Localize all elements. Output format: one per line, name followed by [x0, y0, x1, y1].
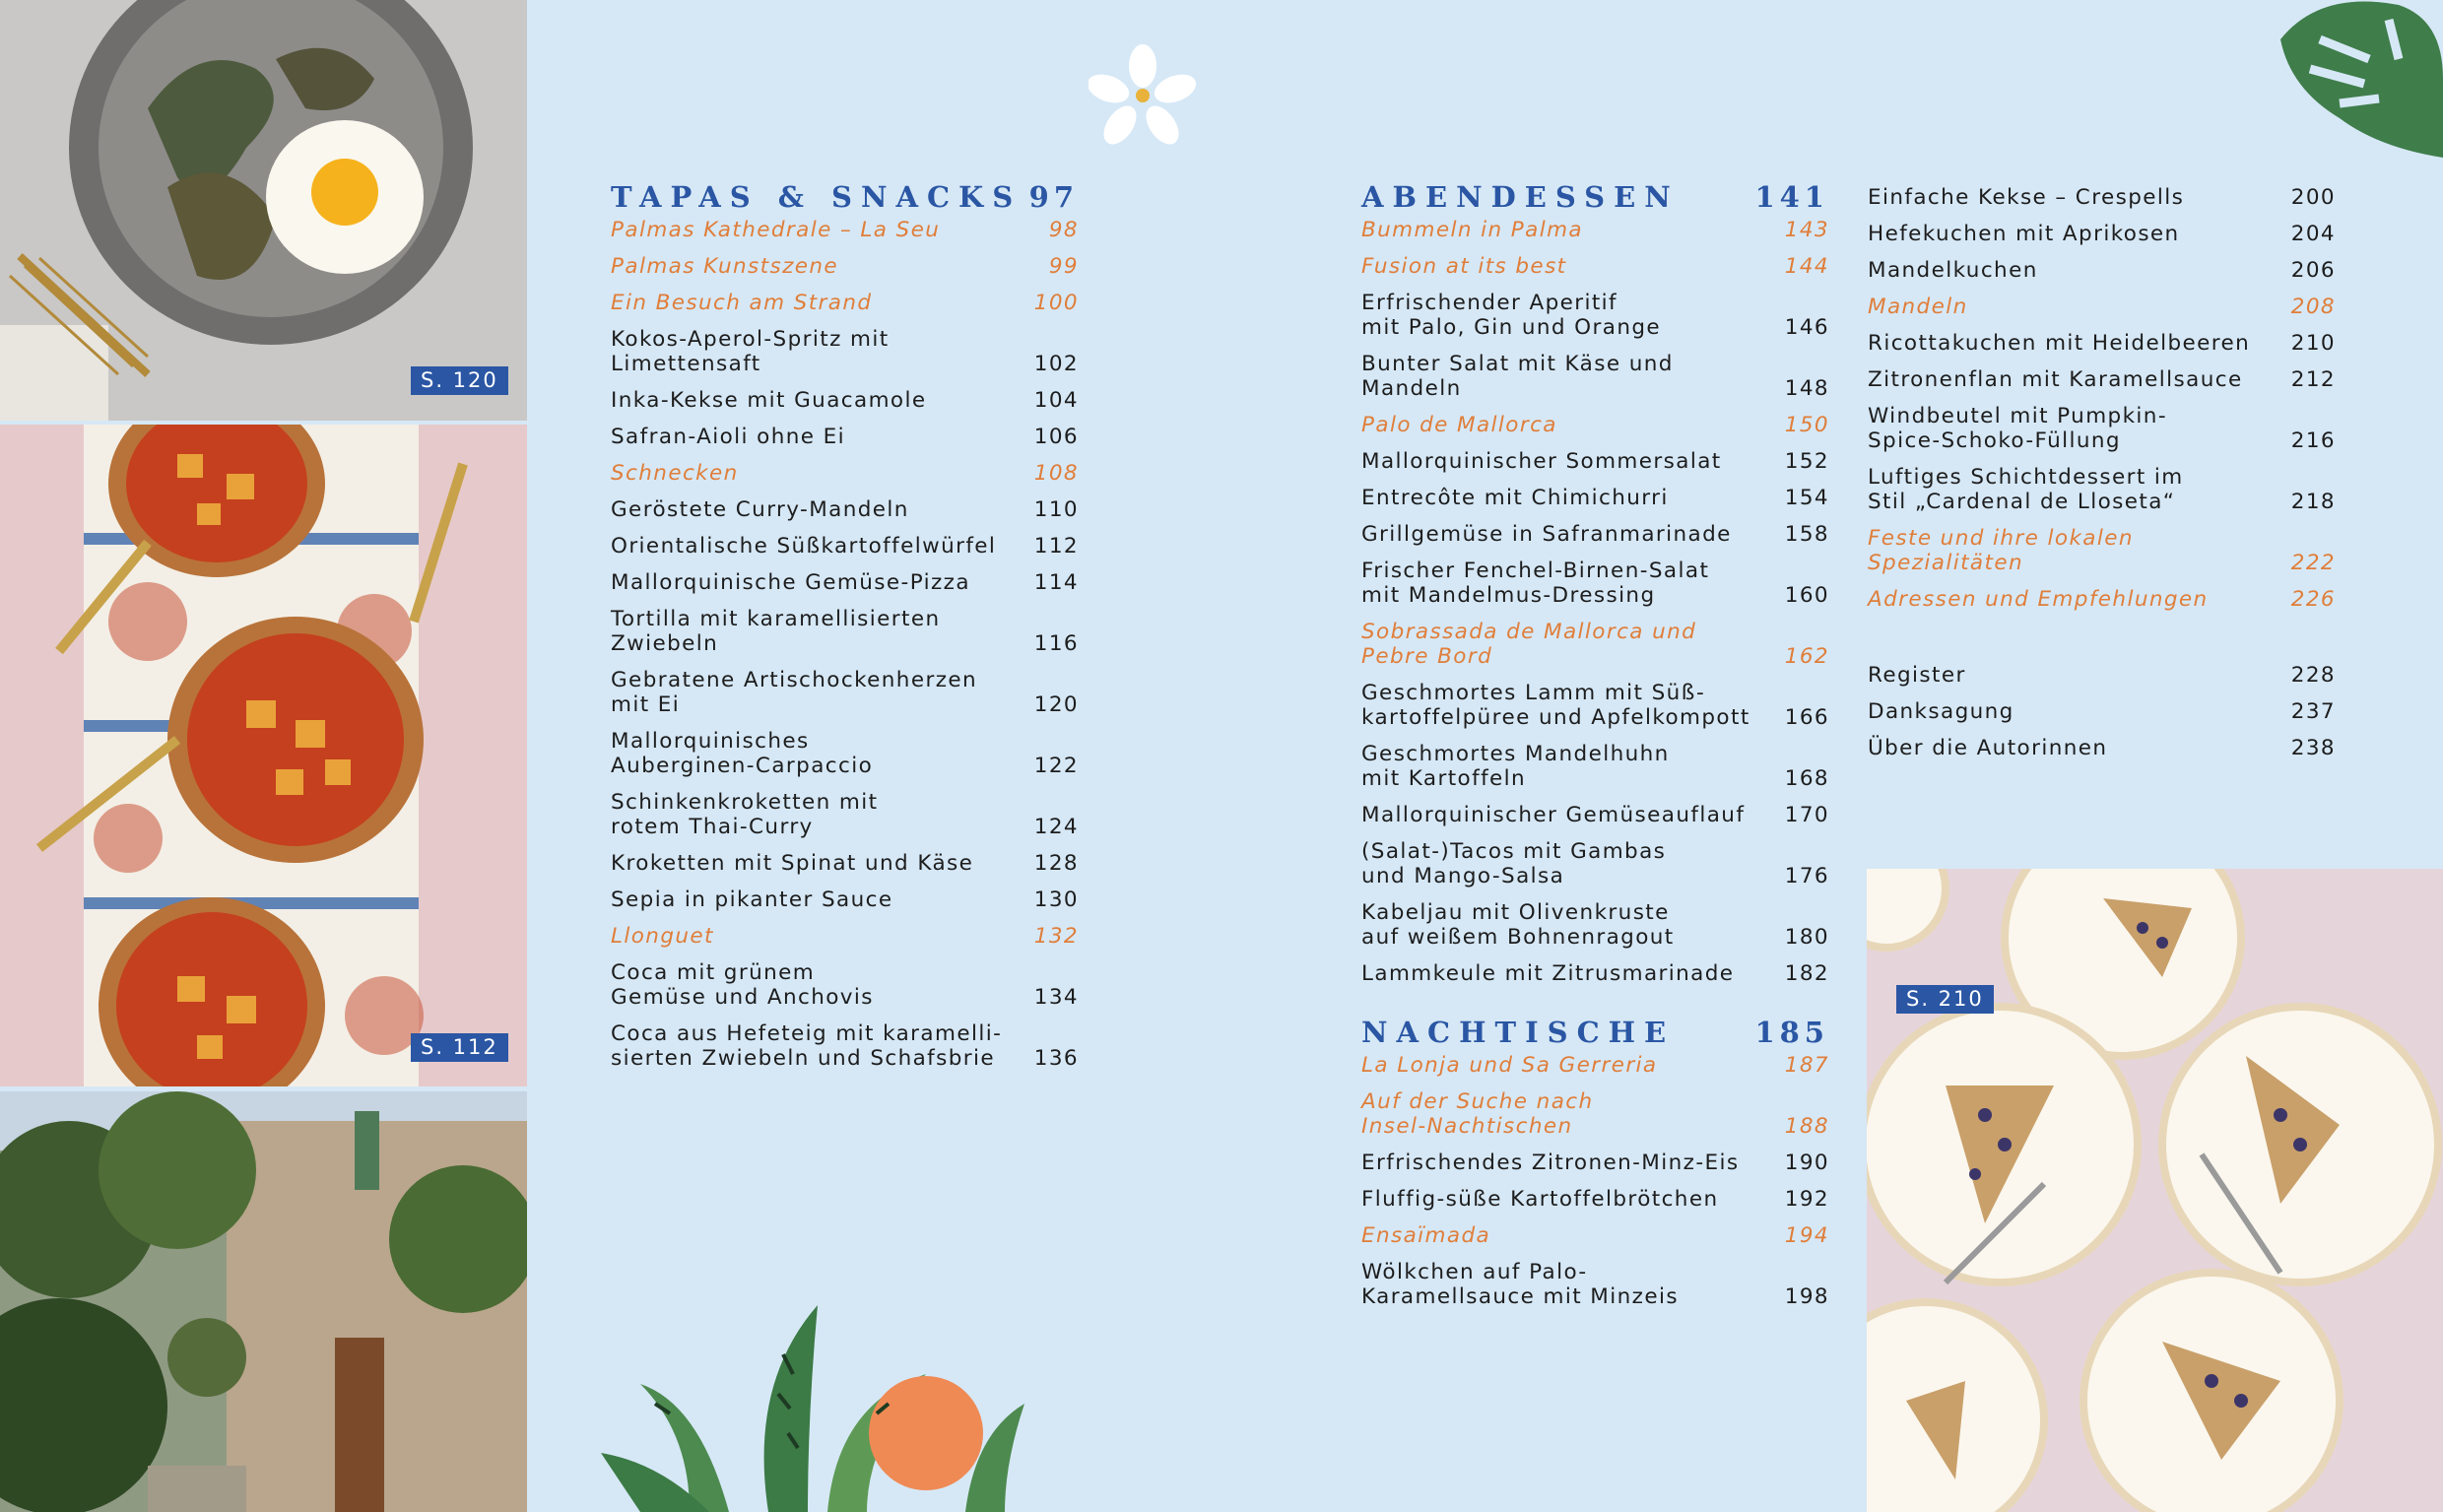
- toc-entry-page: 132: [1033, 924, 1079, 949]
- toc-list: [1868, 663, 2336, 760]
- toc-entry-page: 162: [1784, 644, 1829, 669]
- toc-entry-title: Sepia in pikanter Sauce: [611, 887, 893, 912]
- photo-potato-pans: [0, 425, 527, 1086]
- toc-entry-feature[interactable]: [1868, 587, 2336, 612]
- toc-entry[interactable]: [1361, 559, 1829, 608]
- section-heading-nachtische[interactable]: [1361, 1016, 1829, 1049]
- toc-entry[interactable]: [611, 425, 1079, 449]
- toc-entry-feature[interactable]: [611, 218, 1079, 242]
- toc-entry-page: 154: [1784, 486, 1829, 510]
- toc-entry-page: 160: [1784, 583, 1829, 608]
- toc-entry-page: 116: [1033, 631, 1079, 656]
- toc-entry-title: Geschmortes Mandelhuhn mit Kartoffeln: [1361, 742, 1670, 791]
- toc-entry-page: 100: [1033, 291, 1079, 315]
- toc-entry[interactable]: [1868, 465, 2336, 514]
- toc-entry-page: 110: [1033, 497, 1079, 522]
- toc-entry-page: 98: [1048, 218, 1079, 242]
- toc-entry-title: Danksagung: [1868, 699, 2014, 724]
- toc-entry[interactable]: [1361, 291, 1829, 340]
- toc-entry-title: Ein Besuch am Strand: [611, 291, 873, 315]
- toc-entry-title: Grillgemüse in Safranmarinade: [1361, 522, 1732, 547]
- toc-entry-title: Safran-Aioli ohne Ei: [611, 425, 845, 449]
- toc-entry-title: Mallorquinisches Auberginen-Carpaccio: [611, 729, 874, 778]
- toc-entry-title: Mandelkuchen: [1868, 258, 2038, 283]
- toc-entry[interactable]: [1868, 663, 2336, 688]
- toc-entry-title: Windbeutel mit Pumpkin- Spice-Schoko-Füllung: [1868, 404, 2167, 453]
- toc-entry-title: Hefekuchen mit Aprikosen: [1868, 222, 2180, 246]
- toc-entry-feature[interactable]: [1361, 1053, 1829, 1078]
- toc-entry[interactable]: [1361, 486, 1829, 510]
- toc-entry-title: Palmas Kathedrale – La Seu: [611, 218, 941, 242]
- toc-entry-page: 187: [1784, 1053, 1829, 1078]
- toc-list: [1868, 185, 2336, 612]
- toc-entry-title: Schinkenkroketten mit rotem Thai-Curry: [611, 790, 879, 839]
- toc-entry-page: 128: [1033, 851, 1079, 876]
- toc-entry-page: 104: [1033, 388, 1079, 413]
- toc-entry[interactable]: [1868, 222, 2336, 246]
- toc-entry-page: 134: [1033, 985, 1079, 1010]
- toc-entry-title: Einfache Kekse – Crespells: [1868, 185, 2185, 210]
- toc-entry-page: 122: [1033, 754, 1079, 778]
- toc-entry-title: Luftiges Schichtdessert im Stil „Cardenal de Lloseta“: [1868, 465, 2184, 514]
- toc-entry-title: (Salat-)Tacos mit Gambas und Mango-Salsa: [1361, 839, 1667, 888]
- section-heading-abendessen[interactable]: [1361, 180, 1829, 214]
- toc-entry-feature[interactable]: [1868, 295, 2336, 319]
- toc-entry-title: Fusion at its best: [1361, 254, 1567, 279]
- toc-entry-title: Mallorquinischer Gemüseauflauf: [1361, 803, 1746, 827]
- toc-entry-page: 108: [1033, 461, 1079, 486]
- toc-entry-title: Erfrischender Aperitif mit Palo, Gin und Orange: [1361, 291, 1662, 340]
- toc-entry-page: 102: [1033, 352, 1079, 376]
- toc-entry-page: 190: [1784, 1150, 1829, 1175]
- plant-orange-illustration: [581, 1266, 1054, 1512]
- toc-entry-feature[interactable]: [1361, 254, 1829, 279]
- toc-entry-title: Geröstete Curry-Mandeln: [611, 497, 909, 522]
- toc-entry-page: 204: [2290, 222, 2336, 246]
- toc-entry[interactable]: [611, 1021, 1079, 1071]
- toc-entry-title: Sobrassada de Mallorca und Pebre Bord: [1361, 620, 1697, 669]
- toc-entry-title: Bunter Salat mit Käse und Mandeln: [1361, 352, 1674, 401]
- toc-entry-feature[interactable]: [1361, 413, 1829, 437]
- toc-entry-page: 188: [1784, 1114, 1829, 1139]
- toc-entry-title: Mandeln: [1868, 295, 1968, 319]
- toc-entry-page: 99: [1048, 254, 1079, 279]
- toc-entry[interactable]: [611, 729, 1079, 778]
- toc-entry[interactable]: [1361, 352, 1829, 401]
- toc-entry-title: Bummeln in Palma: [1361, 218, 1583, 242]
- toc-list: [1361, 218, 1829, 986]
- toc-entry-title: Erfrischendes Zitronen-Minz-Eis: [1361, 1150, 1740, 1175]
- toc-entry-title: Feste und ihre lokalen Spezialitäten: [1868, 526, 2134, 575]
- toc-entry[interactable]: [1361, 1260, 1829, 1309]
- toc-entry-page: 130: [1033, 887, 1079, 912]
- toc-column-tapas: [611, 180, 1079, 1083]
- photo-blueberry-cake: [1867, 869, 2443, 1512]
- toc-entry-title: La Lonja und Sa Gerreria: [1361, 1053, 1658, 1078]
- toc-entry[interactable]: [611, 607, 1079, 656]
- photo-page-badge: S. 112: [411, 1033, 508, 1062]
- toc-entry[interactable]: [611, 790, 1079, 839]
- toc-entry[interactable]: [611, 887, 1079, 912]
- toc-entry-title: Mallorquinische Gemüse-Pizza: [611, 570, 970, 595]
- toc-entry-page: 176: [1784, 864, 1829, 888]
- toc-entry-page: 218: [2290, 490, 2336, 514]
- toc-entry[interactable]: [1361, 522, 1829, 547]
- toc-entry-title: Gebratene Artischockenherzen mit Ei: [611, 668, 978, 717]
- toc-entry[interactable]: [611, 668, 1079, 717]
- toc-entry-page: 210: [2290, 331, 2336, 356]
- toc-entry-title: Frischer Fenchel-Birnen-Salat mit Mandelmus-Dressing: [1361, 559, 1710, 608]
- toc-entry-page: 238: [2290, 736, 2336, 760]
- toc-entry[interactable]: [1361, 900, 1829, 950]
- toc-entry[interactable]: [1868, 258, 2336, 283]
- toc-entry-feature[interactable]: [1868, 526, 2336, 575]
- toc-entry-page: 194: [1784, 1223, 1829, 1248]
- toc-entry-title: Schnecken: [611, 461, 739, 486]
- toc-entry[interactable]: [611, 960, 1079, 1010]
- toc-entry[interactable]: [1868, 185, 2336, 210]
- toc-entry[interactable]: [611, 327, 1079, 376]
- section-title: TAPAS & SNACKS: [611, 180, 1023, 214]
- section-title: NACHTISCHE: [1361, 1016, 1676, 1049]
- section-page: 141: [1754, 180, 1829, 214]
- toc-entry-feature[interactable]: [1361, 218, 1829, 242]
- toc-entry-page: 158: [1784, 522, 1829, 547]
- toc-column-abendessen: [1361, 180, 1829, 1321]
- toc-entry-page: 168: [1784, 766, 1829, 791]
- toc-entry-title: Adressen und Empfehlungen: [1868, 587, 2209, 612]
- toc-entry[interactable]: [1361, 1150, 1829, 1175]
- photo-page-badge: S. 210: [1896, 985, 1994, 1014]
- toc-entry[interactable]: [611, 570, 1079, 595]
- toc-entry-title: Ensaïmada: [1361, 1223, 1491, 1248]
- toc-entry-page: 166: [1784, 705, 1829, 730]
- toc-entry-title: Palo de Mallorca: [1361, 413, 1557, 437]
- toc-entry-page: 112: [1033, 534, 1079, 559]
- toc-entry[interactable]: [611, 388, 1079, 413]
- toc-entry-page: 182: [1784, 961, 1829, 986]
- flower-icon: [1089, 44, 1197, 148]
- section-page: 185: [1754, 1016, 1829, 1049]
- toc-entry-title: Palmas Kunstszene: [611, 254, 839, 279]
- section-page: 97: [1028, 180, 1079, 214]
- toc-entry-page: 143: [1784, 218, 1829, 242]
- toc-entry-page: 136: [1033, 1046, 1079, 1071]
- toc-entry-title: Entrecôte mit Chimichurri: [1361, 486, 1669, 510]
- toc-entry-page: 200: [2290, 185, 2336, 210]
- toc-entry-title: Inka-Kekse mit Guacamole: [611, 388, 927, 413]
- toc-entry-page: 106: [1033, 425, 1079, 449]
- toc-entry-feature[interactable]: [611, 291, 1079, 315]
- toc-entry-page: 237: [2290, 699, 2336, 724]
- toc-entry[interactable]: [1361, 742, 1829, 791]
- toc-entry-title: Kroketten mit Spinat und Käse: [611, 851, 974, 876]
- monstera-leaf-icon: [2261, 0, 2443, 158]
- toc-entry-title: Ricottakuchen mit Heidelbeeren: [1868, 331, 2251, 356]
- toc-entry-page: 226: [2290, 587, 2336, 612]
- section-heading-tapas[interactable]: [611, 180, 1079, 214]
- toc-entry-page: 170: [1784, 803, 1829, 827]
- toc-entry-page: 124: [1033, 815, 1079, 839]
- toc-entry-title: Fluffig-süße Kartoffelbrötchen: [1361, 1187, 1719, 1212]
- toc-entry[interactable]: [1361, 961, 1829, 986]
- toc-entry[interactable]: [1361, 839, 1829, 888]
- toc-entry-title: Llonguet: [611, 924, 714, 949]
- toc-entry-title: Coca mit grünem Gemüse und Anchovis: [611, 960, 874, 1010]
- toc-entry[interactable]: [1868, 699, 2336, 724]
- toc-entry[interactable]: [1361, 803, 1829, 827]
- toc-entry-feature[interactable]: [1361, 1089, 1829, 1139]
- toc-entry-page: 216: [2290, 428, 2336, 453]
- photo-page-badge: S. 120: [411, 366, 508, 395]
- toc-entry-title: Tortilla mit karamellisierten Zwiebeln: [611, 607, 941, 656]
- toc-entry[interactable]: [1361, 1187, 1829, 1212]
- photo-artichoke-egg: [0, 0, 527, 421]
- toc-entry-page: 222: [2290, 551, 2336, 575]
- photo-village-street: [0, 1091, 527, 1512]
- toc-entry-page: 180: [1784, 925, 1829, 950]
- toc-entry[interactable]: [1361, 681, 1829, 730]
- toc-entry-title: Orientalische Süßkartoffelwürfel: [611, 534, 997, 559]
- toc-entry-title: Wölkchen auf Palo- Karamellsauce mit Minzeis: [1361, 1260, 1679, 1309]
- toc-entry[interactable]: [611, 851, 1079, 876]
- toc-entry-page: 206: [2290, 258, 2336, 283]
- toc-entry[interactable]: [1868, 367, 2336, 392]
- toc-entry-page: 198: [1784, 1284, 1829, 1309]
- toc-entry-page: 208: [2290, 295, 2336, 319]
- toc-entry-page: 120: [1033, 692, 1079, 717]
- section-title: ABENDESSEN: [1361, 180, 1680, 214]
- toc-entry-page: 150: [1784, 413, 1829, 437]
- toc-entry-feature[interactable]: [1361, 620, 1829, 669]
- toc-entry-page: 146: [1784, 315, 1829, 340]
- toc-entry-page: 228: [2290, 663, 2336, 688]
- toc-entry-page: 192: [1784, 1187, 1829, 1212]
- toc-entry-page: 114: [1033, 570, 1079, 595]
- toc-entry-page: 144: [1784, 254, 1829, 279]
- toc-entry[interactable]: [1361, 449, 1829, 474]
- toc-entry-title: Mallorquinischer Sommersalat: [1361, 449, 1722, 474]
- toc-entry-feature[interactable]: [611, 254, 1079, 279]
- toc-entry-page: 212: [2290, 367, 2336, 392]
- toc-entry-title: Kabeljau mit Olivenkruste auf weißem Bohnenragout: [1361, 900, 1675, 950]
- toc-entry-feature[interactable]: [611, 924, 1079, 949]
- toc-entry-title: Über die Autorinnen: [1868, 736, 2108, 760]
- toc-list: [611, 218, 1079, 1071]
- toc-entry-feature[interactable]: [611, 461, 1079, 486]
- toc-list: [1361, 1053, 1829, 1309]
- toc-entry-page: 148: [1784, 376, 1829, 401]
- toc-entry-page: 152: [1784, 449, 1829, 474]
- toc-entry[interactable]: [611, 534, 1079, 559]
- toc-entry-title: Geschmortes Lamm mit Süß- kartoffelpüree und Apfelkompott: [1361, 681, 1750, 730]
- toc-entry-title: Coca aus Hefeteig mit karamelli- sierten Zwiebeln und Schafsbrie: [611, 1021, 1003, 1071]
- toc-entry-title: Zitronenflan mit Karamellsauce: [1868, 367, 2243, 392]
- toc-entry-feature[interactable]: [1361, 1223, 1829, 1248]
- toc-entry[interactable]: [1868, 736, 2336, 760]
- toc-column-nachtische-cont: [1868, 185, 2336, 772]
- toc-entry-title: Kokos-Aperol-Spritz mit Limettensaft: [611, 327, 890, 376]
- toc-entry-title: Auf der Suche nach Insel-Nachtischen: [1361, 1089, 1594, 1139]
- toc-entry[interactable]: [1868, 404, 2336, 453]
- toc-entry-title: Lammkeule mit Zitrusmarinade: [1361, 961, 1735, 986]
- toc-entry[interactable]: [1868, 331, 2336, 356]
- toc-entry[interactable]: [611, 497, 1079, 522]
- toc-entry-title: Register: [1868, 663, 1966, 688]
